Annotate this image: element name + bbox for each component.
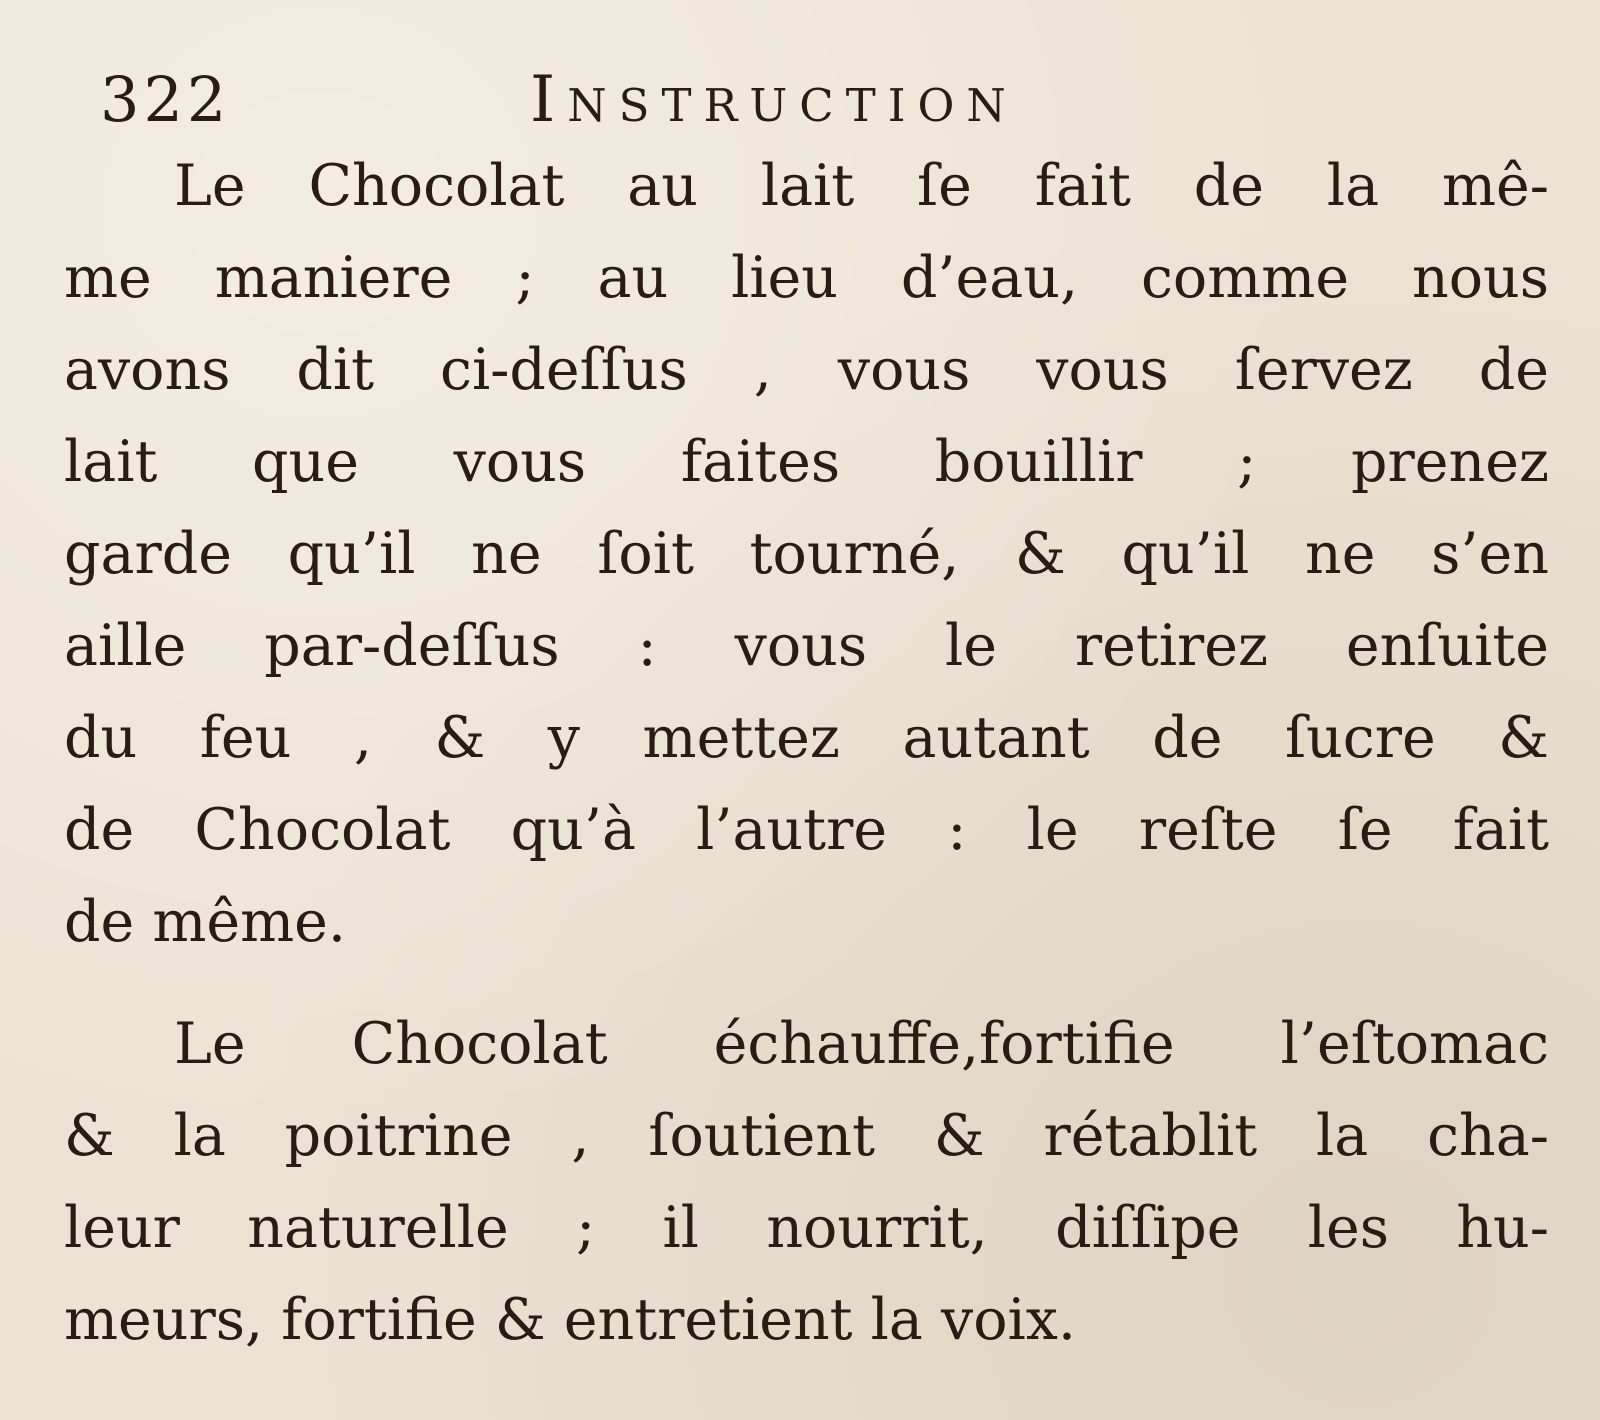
text-line: meurs, fortifie & entretient la voix.: [64, 1287, 1077, 1353]
body-text: [64, 140, 1549, 1366]
page-header: [100, 55, 1180, 145]
text-line: leur naturelle ; il nourrit, diſſipe les hu-: [64, 1195, 1549, 1261]
text-line: Le Chocolat échauffe,fortifie l’eſtomac: [174, 1011, 1549, 1077]
text-line: du feu , & y mettez autant de ſucre &: [64, 705, 1549, 771]
paragraph-chocolate-benefits: [64, 998, 1549, 1366]
paragraph-milk-chocolate: [64, 140, 1549, 968]
text-line: avons dit ci-deſſus , vous vous ſervez de: [64, 337, 1549, 403]
running-head: Instruction: [530, 63, 1018, 137]
text-line: garde qu’il ne ſoit tourné, & qu’il ne s’en: [64, 521, 1549, 587]
text-line: Le Chocolat au lait ſe fait de la mê-: [174, 153, 1549, 219]
text-line: aille par-deſſus : vous le retirez enſuite: [64, 613, 1549, 679]
text-line: lait que vous faites bouillir ; prenez: [64, 429, 1549, 495]
paragraph-gap: [64, 968, 1549, 998]
text-line: me maniere ; au lieu d’eau, comme nous: [64, 245, 1549, 311]
text-line: & la poitrine , ſoutient & rétablit la cha-: [64, 1103, 1549, 1169]
text-line: de Chocolat qu’à l’autre : le reſte ſe fait: [64, 797, 1549, 863]
page-number: 322: [100, 63, 231, 136]
text-line: de même.: [64, 889, 347, 955]
